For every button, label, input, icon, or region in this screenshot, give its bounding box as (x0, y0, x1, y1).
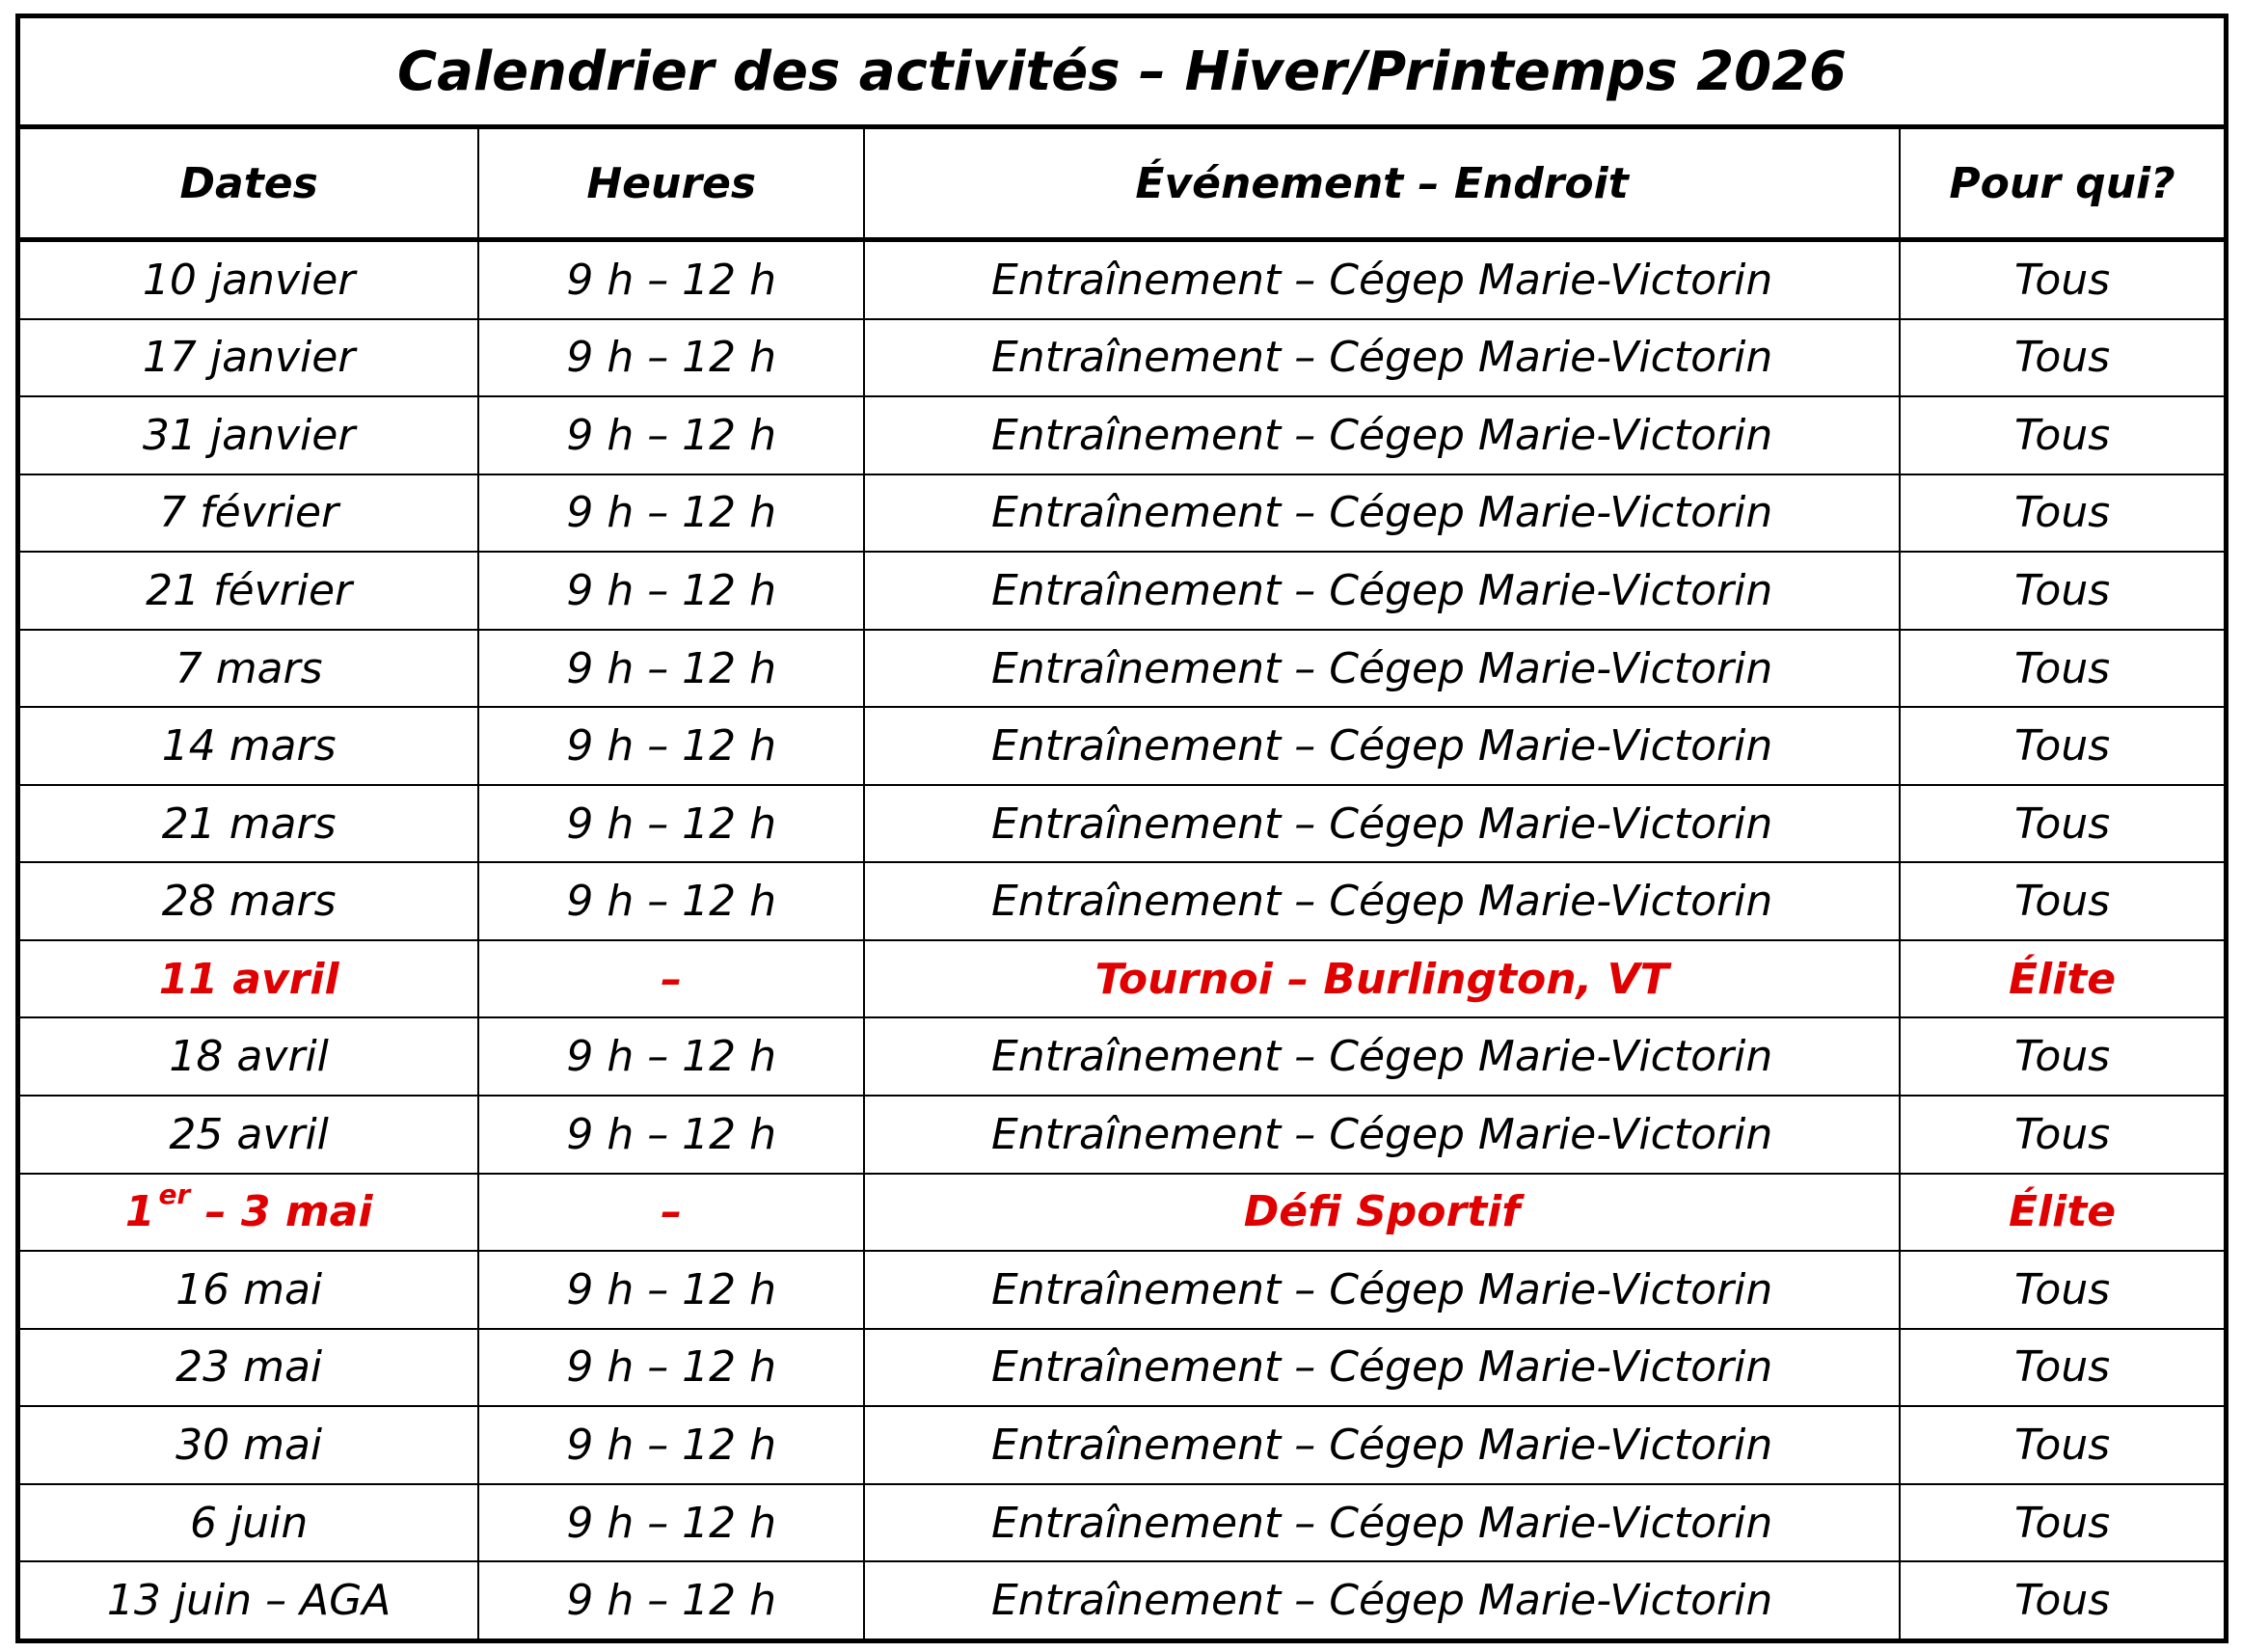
header-row (20, 127, 2224, 240)
schedule-sheet (15, 14, 2228, 1643)
time-cell: 9 h – 12 h (478, 319, 864, 397)
time-cell: 9 h – 12 h (478, 1017, 864, 1096)
audience-cell: Élite (1900, 940, 2224, 1018)
event-cell: Entraînement – Cégep Marie-Victorin (864, 1484, 1900, 1562)
event-cell: Entraînement – Cégep Marie-Victorin (864, 1096, 1900, 1174)
audience-cell: Tous (1900, 1329, 2224, 1407)
time-cell: 9 h – 12 h (478, 862, 864, 940)
date-cell: 11 avril (20, 940, 478, 1018)
time-cell: 9 h – 12 h (478, 396, 864, 474)
schedule-table (20, 18, 2224, 1638)
table-row (20, 474, 2224, 553)
date-cell: 28 mars (20, 862, 478, 940)
date-cell: 14 mars (20, 707, 478, 785)
event-cell: Entraînement – Cégep Marie-Victorin (864, 1329, 1900, 1407)
time-cell: 9 h – 12 h (478, 1561, 864, 1638)
table-row (20, 1251, 2224, 1329)
column-header-event: Événement – Endroit (864, 127, 1900, 240)
event-cell: Entraînement – Cégep Marie-Victorin (864, 1017, 1900, 1096)
time-cell: 9 h – 12 h (478, 240, 864, 319)
event-cell: Entraînement – Cégep Marie-Victorin (864, 319, 1900, 397)
event-cell: Défi Sportif (864, 1174, 1900, 1252)
date-cell (20, 1174, 478, 1252)
audience-cell: Tous (1900, 1096, 2224, 1174)
date-cell: 25 avril (20, 1096, 478, 1174)
column-header-dates: Dates (20, 127, 478, 240)
time-cell: 9 h – 12 h (478, 1251, 864, 1329)
table-row (20, 1174, 2224, 1252)
audience-cell: Tous (1900, 630, 2224, 708)
table-row (20, 940, 2224, 1018)
time-cell: 9 h – 12 h (478, 1406, 864, 1484)
table-row (20, 1096, 2224, 1174)
audience-cell: Tous (1900, 552, 2224, 630)
date-cell: 18 avril (20, 1017, 478, 1096)
date-cell: 17 janvier (20, 319, 478, 397)
audience-cell: Tous (1900, 240, 2224, 319)
audience-cell: Tous (1900, 785, 2224, 863)
table-row (20, 1329, 2224, 1407)
date-rest: – 3 mai (190, 1187, 373, 1237)
audience-cell: Élite (1900, 1174, 2224, 1252)
audience-cell: Tous (1900, 1406, 2224, 1484)
time-cell: – (478, 1174, 864, 1252)
date-ordinal: er (158, 1178, 191, 1210)
event-cell: Entraînement – Cégep Marie-Victorin (864, 862, 1900, 940)
date-cell: 10 janvier (20, 240, 478, 319)
date-cell: 21 mars (20, 785, 478, 863)
date-cell: 6 juin (20, 1484, 478, 1562)
event-cell: Entraînement – Cégep Marie-Victorin (864, 1251, 1900, 1329)
time-cell: 9 h – 12 h (478, 552, 864, 630)
audience-cell: Tous (1900, 319, 2224, 397)
date-cell: 23 mai (20, 1329, 478, 1407)
column-header-audience: Pour qui? (1900, 127, 2224, 240)
time-cell: 9 h – 12 h (478, 1329, 864, 1407)
time-cell: 9 h – 12 h (478, 630, 864, 708)
date-cell: 30 mai (20, 1406, 478, 1484)
time-cell: 9 h – 12 h (478, 1096, 864, 1174)
table-row (20, 1017, 2224, 1096)
audience-cell: Tous (1900, 1017, 2224, 1096)
audience-cell: Tous (1900, 1251, 2224, 1329)
date-cell: 21 février (20, 552, 478, 630)
table-row (20, 319, 2224, 397)
table-row (20, 552, 2224, 630)
date-cell: 7 mars (20, 630, 478, 708)
table-row (20, 1484, 2224, 1562)
time-cell: 9 h – 12 h (478, 474, 864, 553)
event-cell: Entraînement – Cégep Marie-Victorin (864, 240, 1900, 319)
date-cell: 7 février (20, 474, 478, 553)
column-header-hours: Heures (478, 127, 864, 240)
event-cell: Entraînement – Cégep Marie-Victorin (864, 785, 1900, 863)
page-title: Calendrier des activités – Hiver/Printemps 2026 (20, 18, 2224, 127)
audience-cell: Tous (1900, 1561, 2224, 1638)
table-row (20, 240, 2224, 319)
event-cell: Entraînement – Cégep Marie-Victorin (864, 396, 1900, 474)
table-row (20, 1406, 2224, 1484)
title-row (20, 18, 2224, 127)
date-main: 1 (124, 1187, 155, 1237)
time-cell: 9 h – 12 h (478, 1484, 864, 1562)
table-row (20, 1561, 2224, 1638)
event-cell: Entraînement – Cégep Marie-Victorin (864, 474, 1900, 553)
schedule-body (20, 240, 2224, 1639)
time-cell: – (478, 940, 864, 1018)
event-cell: Tournoi – Burlington, VT (864, 940, 1900, 1018)
audience-cell: Tous (1900, 707, 2224, 785)
date-cell: 13 juin – AGA (20, 1561, 478, 1638)
table-row (20, 630, 2224, 708)
date-cell: 16 mai (20, 1251, 478, 1329)
table-row (20, 396, 2224, 474)
event-cell: Entraînement – Cégep Marie-Victorin (864, 1561, 1900, 1638)
audience-cell: Tous (1900, 862, 2224, 940)
event-cell: Entraînement – Cégep Marie-Victorin (864, 630, 1900, 708)
table-row (20, 862, 2224, 940)
event-cell: Entraînement – Cégep Marie-Victorin (864, 1406, 1900, 1484)
audience-cell: Tous (1900, 1484, 2224, 1562)
event-cell: Entraînement – Cégep Marie-Victorin (864, 552, 1900, 630)
audience-cell: Tous (1900, 474, 2224, 553)
table-row (20, 785, 2224, 863)
time-cell: 9 h – 12 h (478, 707, 864, 785)
audience-cell: Tous (1900, 396, 2224, 474)
table-row (20, 707, 2224, 785)
time-cell: 9 h – 12 h (478, 785, 864, 863)
event-cell: Entraînement – Cégep Marie-Victorin (864, 707, 1900, 785)
date-cell: 31 janvier (20, 396, 478, 474)
